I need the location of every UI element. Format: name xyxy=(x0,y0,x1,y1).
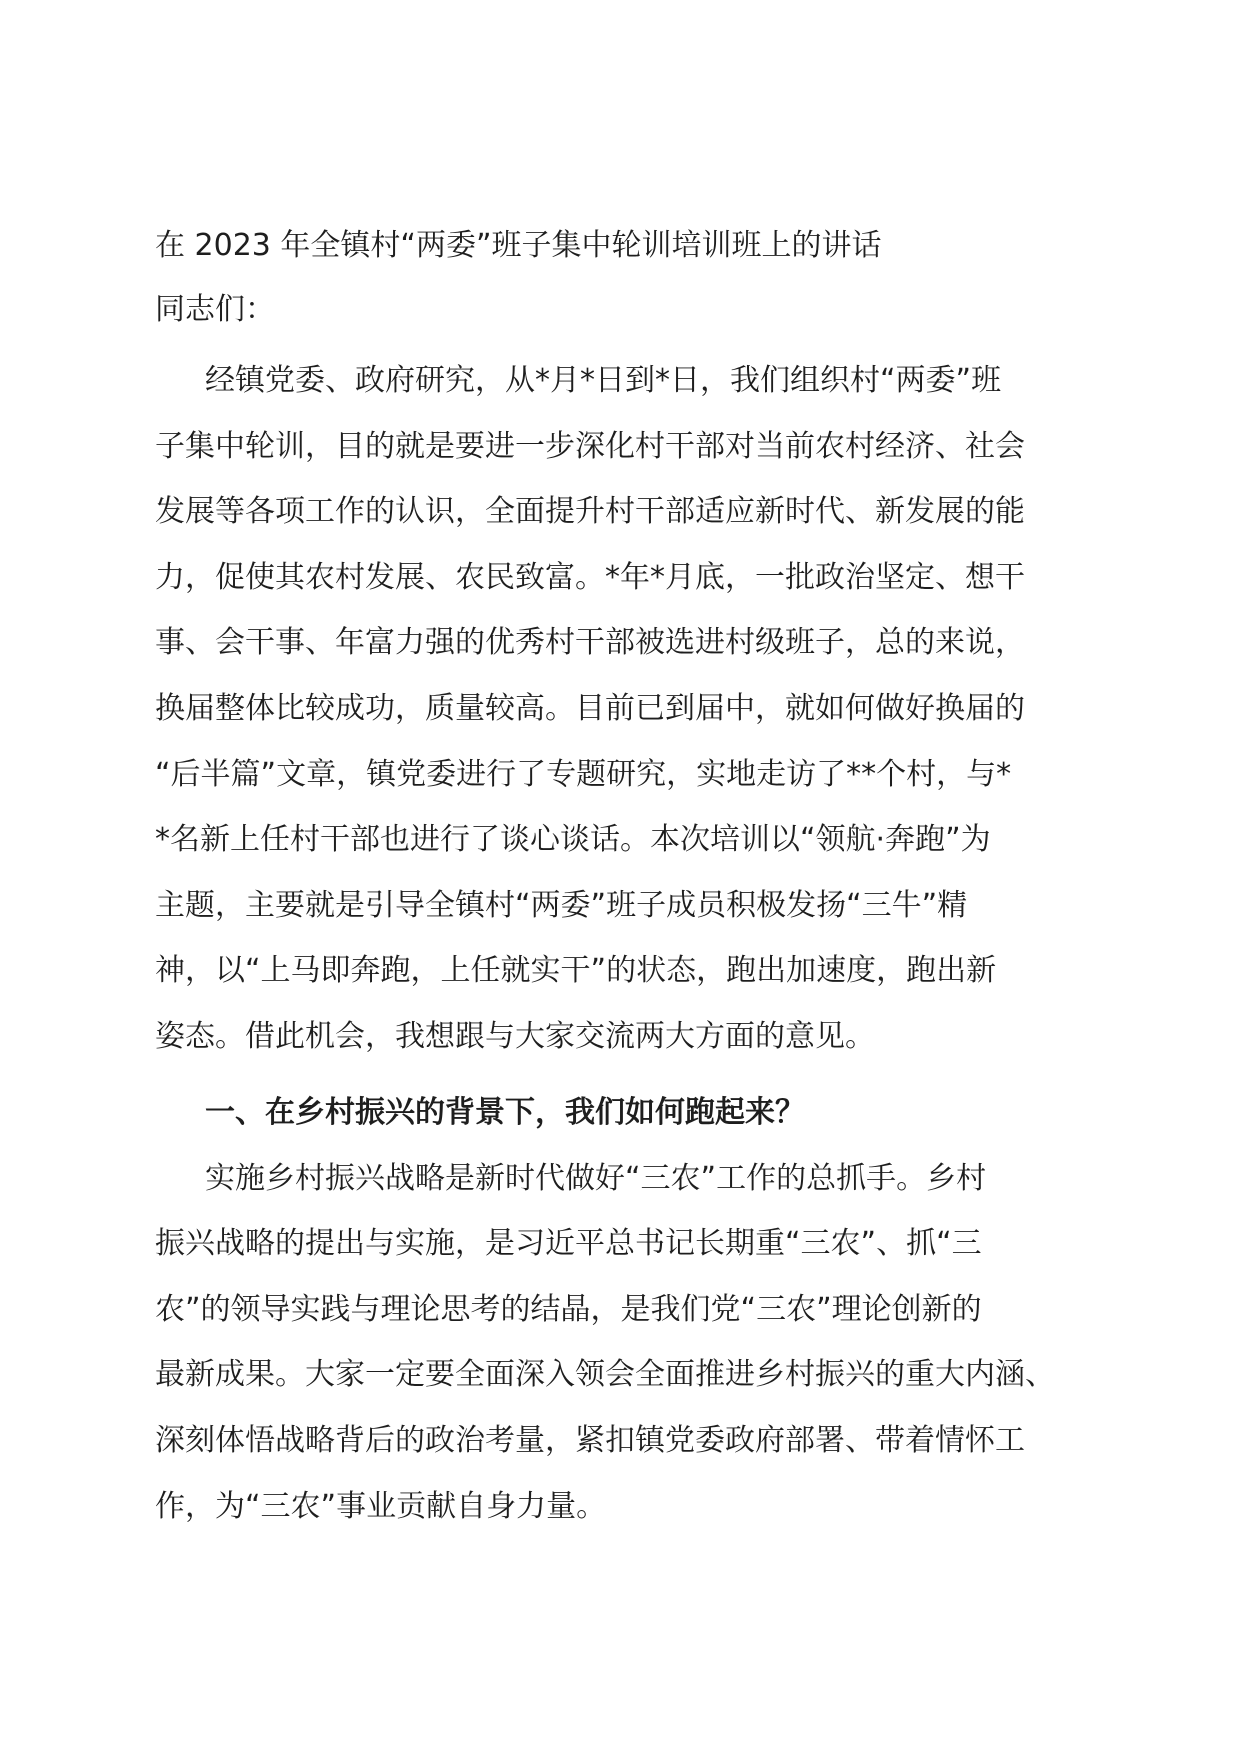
paragraph-line: 振兴战略的提出与实施，是习近平总书记长期重“三农”、抓“三 xyxy=(155,1226,982,1262)
paragraph-line: 姿态。借此机会，我想跟与大家交流两大方面的意见。 xyxy=(155,1018,875,1054)
paragraph-line: 换届整体比较成功，质量较高。目前已到届中，就如何做好换届的 xyxy=(155,690,1025,726)
paragraph-line: 主题，主要就是引导全镇村“两委”班子成员积极发扬“三牛”精 xyxy=(155,887,968,923)
speech-title: 在 2023 年全镇村“两委”班子集中轮训培训班上的讲话 xyxy=(155,228,882,263)
paragraph-line: *名新上任村干部也进行了谈心谈话。本次培训以“领航·奔跑”为 xyxy=(155,822,991,858)
salutation: 同志们： xyxy=(155,292,275,327)
paragraph-line: 经镇党委、政府研究，从*月*日到*日，我们组织村“两委”班 xyxy=(205,363,1002,398)
paragraph-line: 实施乡村振兴战略是新时代做好“三农”工作的总抓手。乡村 xyxy=(205,1160,987,1196)
paragraph-line: 农”的领导实践与理论思考的结晶，是我们党“三农”理论创新的 xyxy=(155,1291,982,1327)
document-body xyxy=(155,216,1075,1539)
paragraph-line: 子集中轮训，目的就是要进一步深化村干部对当前农村经济、社会 xyxy=(155,428,1025,464)
paragraph-line: 发展等各项工作的认识，全面提升村干部适应新时代、新发展的能 xyxy=(155,494,1025,530)
paragraph-rural-revitalization xyxy=(155,1146,1075,1540)
paragraph-line: 神，以“上马即奔跑，上任就实干”的状态，跑出加速度，跑出新 xyxy=(155,953,997,989)
paragraph-intro xyxy=(155,348,1075,1070)
paragraph-line: “后半篇”文章，镇党委进行了专题研究，实地走访了**个村，与* xyxy=(155,756,1012,792)
paragraph-line: 力，促使其农村发展、农民致富。*年*月底，一批政治坚定、想干 xyxy=(155,559,1025,595)
paragraph-line: 最新成果。大家一定要全面深入领会全面推进乡村振兴的重大内涵、 xyxy=(155,1357,1055,1393)
paragraph-line: 深刻体悟战略背后的政治考量，紧扣镇党委政府部署、带着情怀工 xyxy=(155,1422,1025,1458)
paragraph-line: 作，为“三农”事业贡献自身力量。 xyxy=(155,1488,607,1524)
paragraph-line: 事、会干事、年富力强的优秀村干部被选进村级班子，总的来说， xyxy=(155,625,1025,661)
section-heading: 一、在乡村振兴的背景下，我们如何跑起来？ xyxy=(205,1094,805,1130)
